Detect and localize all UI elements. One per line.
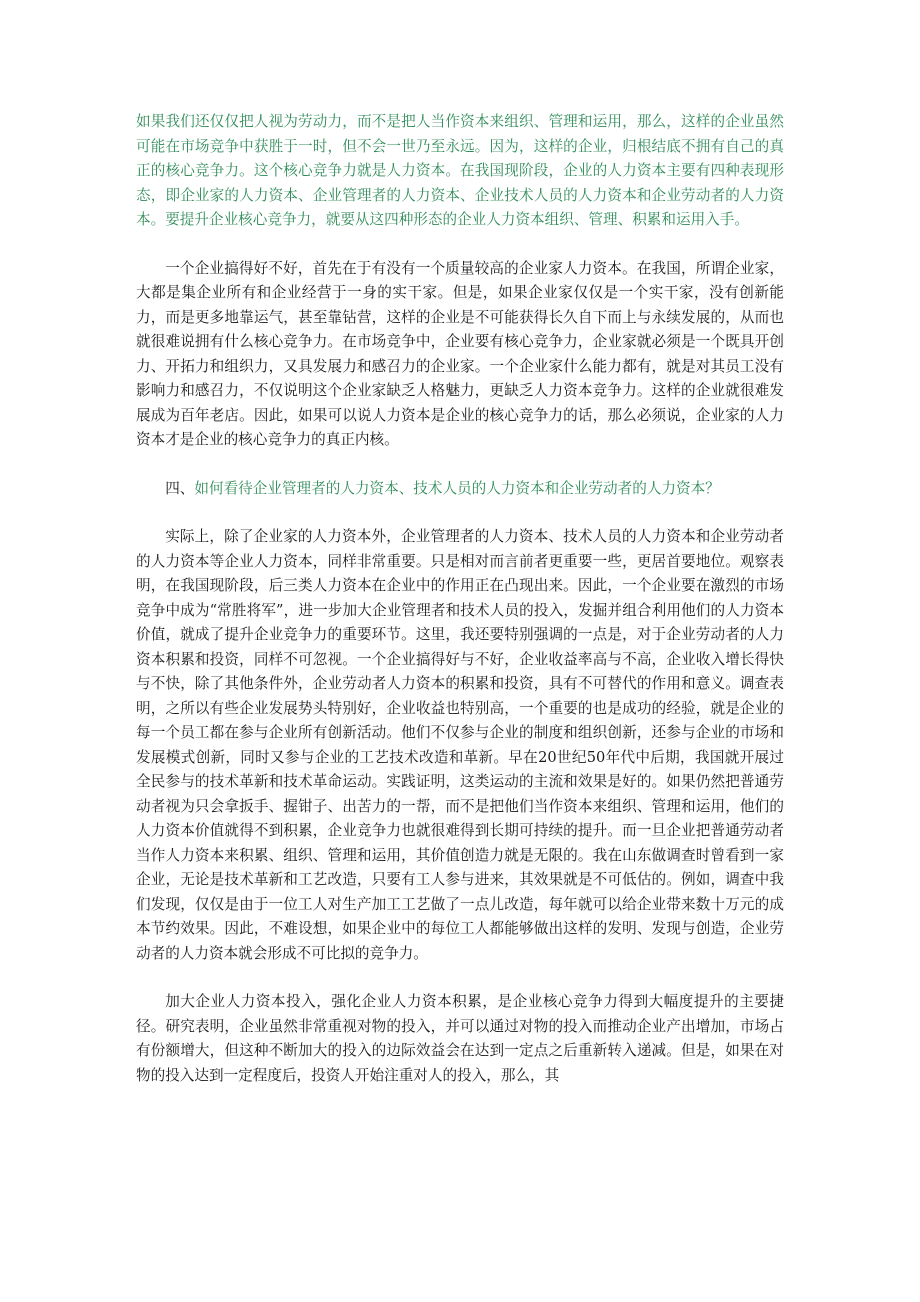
- paragraph-4: [136, 990, 784, 1088]
- paragraph-text: 如果我们还仅仅把人视为劳动力，而不是把人当作资本来组织、管理和运用，那么，这样的企业虽然可能在市场竞争中获胜于一时，但不会一世乃至永远。因为，这样的企业，归根结底不拥有自己的真正的核心竞争力。这个核心竞争力就是人力资本。在我国现阶段，企业的人力资本主要有四种表现形态，即企业家的人力资本、企业管理者的人力资本、企业技术人员的人力资本和企业劳动者的人力资本。要提升企业核心竞争力，就要从这四种形态的企业人力资本组织、管理、积累和运用入手。: [136, 113, 784, 228]
- section-number: 四、: [165, 479, 195, 497]
- paragraph-1: [136, 110, 784, 233]
- section-heading: [136, 477, 784, 502]
- paragraph-3: [136, 525, 784, 966]
- paragraph-text: 加大企业人力资本投入，强化企业人力资本积累，是企业核心竞争力得到大幅度提升的主要捷径。研究表明，企业虽然非常重视对物的投入，并可以通过对物的投入而推动企业产出增加，市场占有份额增大，但这种不断加大的投入的边际效益会在达到一定点之后重新转入递减。但是，如果在对物的投入达到一定程度后，投资人开始注重对人的投入，那么，其: [136, 993, 784, 1084]
- paragraph-text: 一个企业搞得好不好，首先在于有没有一个质量较高的企业家人力资本。在我国，所谓企业家，大都是集企业所有和企业经营于一身的实干家。但是，如果企业家仅仅是一个实干家，没有创新能力，而是更多地靠运气，甚至靠钻营，这样的企业是不可能获得长久自下而上与永续发展的，从而也就很难说拥有什么核心竞争力。在市场竞争中，企业要有核心竞争力，企业家就必须是一个既具开创力、开拓力和组织力，又具发展力和感召力的企业家。一个企业家什么能力都有，就是对其员工没有影响力和感召力，不仅说明这个企业家缺乏人格魅力，更缺乏人力资本竞争力。这样的企业就很难发展成为百年老店。因此，如果可以说人力资本是企业的核心竞争力的话，那么必须说，企业家的人力资本才是企业的核心竞争力的真正内核。: [136, 259, 784, 448]
- paragraph-text: 实际上，除了企业家的人力资本外，企业管理者的人力资本、技术人员的人力资本和企业劳动者的人力资本等企业人力资本，同样非常重要。只是相对而言前者更重要一些，更居首要地位。观察表明，在我国现阶段，后三类人力资本在企业中的作用正在凸现出来。因此，一个企业要在激烈的市场竞争中成为“常胜将军”，进一步加大企业管理者和技术人员的投入，发掘并组合利用他们的人力资本价值，就成了提升企业竞争力的重要环节。这里，我还要特别强调的一点是，对于企业劳动者的人力资本积累和投资，同样不可忽视。一个企业搞得好与不好，企业收益率高与不高，企业收入增长得快与不快，除了其他条件外，企业劳动者人力资本的积累和投资，具有不可替代的作用和意义。调查表明，之所以有些企业发展势头特别好，企业收益也特别高，一个重要的也是成功的经验，就是企业的每一个员工都在参与企业所有创新活动。他们不仅参与企业的制度和组织创新，还参与企业的市场和发展模式创新，同时又参与企业的工艺技术改造和革新。早在20世纪50年代中后期，我国就开展过全民参与的技术革新和技术革命运动。实践证明，这类运动的主流和效果是好的。如果仍然把普通劳动者视为只会拿扳手、握钳子、出苦力的一帮，而不是把他们当作资本来组织、管理和运用，他们的人力资本价值就得不到积累，企业竞争力也就很难得到长期可持续的提升。而一旦企业把普通劳动者当作人力资本来积累、组织、管理和运用，其价值创造力就是无限的。我在山东做调查时曾看到一家企业，无论是技术革新和工艺改造，只要有工人参与进来，其效果就是不可低估的。例如，调查中我们发现，仅仅是由于一位工人对生产加工工艺做了一点儿改造，每年就可以给企业带来数十万元的成本节约效果。因此，不难设想，如果企业中的每位工人都能够做出这样的发明、发现与创造，企业劳动者的人力资本就会形成不可比拟的竞争力。: [136, 528, 784, 962]
- document-body: [136, 110, 784, 1112]
- section-title: 如何看待企业管理者的人力资本、技术人员的人力资本和企业劳动者的人力资本？: [194, 479, 720, 497]
- paragraph-2: [136, 257, 784, 453]
